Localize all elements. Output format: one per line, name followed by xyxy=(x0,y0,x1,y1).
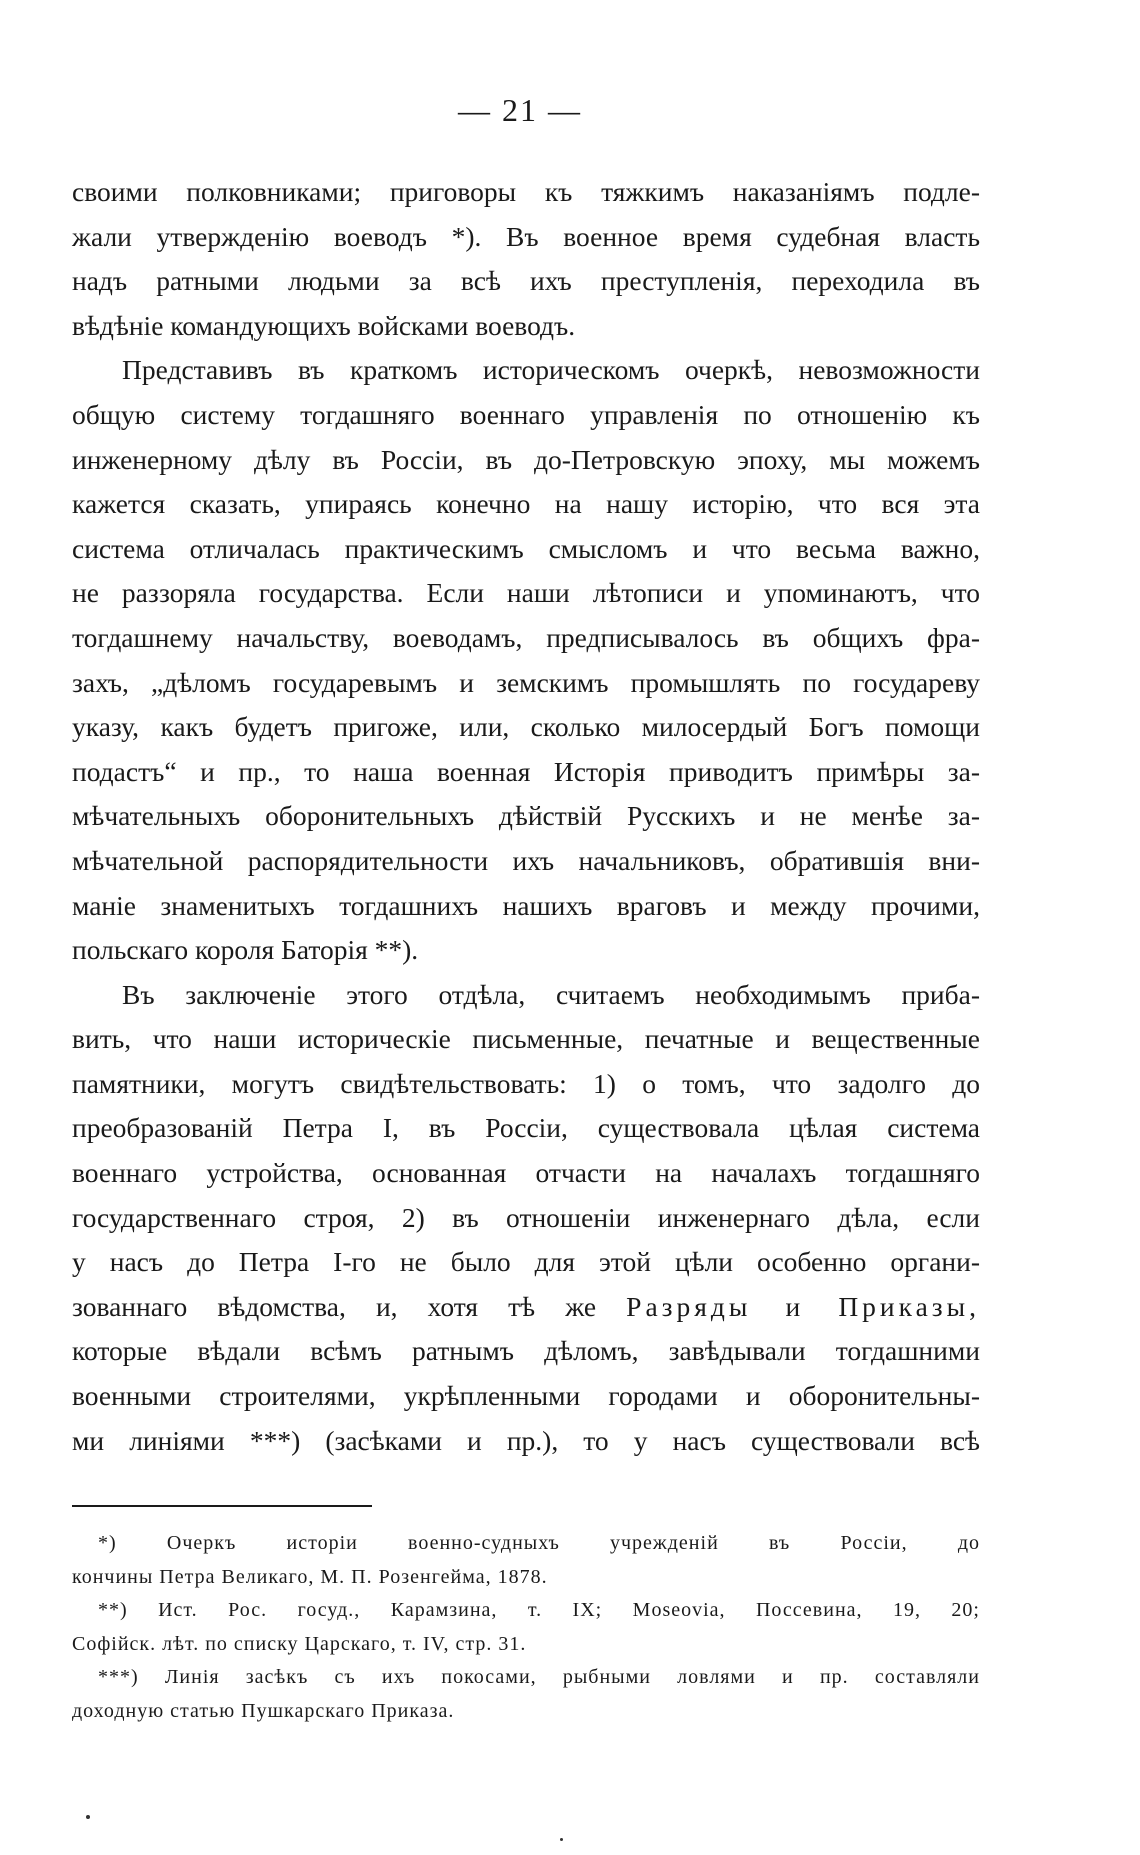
text-line: инженерному дѣлу въ Россіи, въ до-Петровскую эпоху, мы можемъ xyxy=(72,443,980,475)
text-line: у насъ до Петра I-го не было для этой цѣли особенно органи- xyxy=(72,1246,980,1278)
footnote-line: Софійск. лѣт. по списку Царскаго, т. IV, стр. 31. xyxy=(72,1632,527,1655)
text-line: военными строителями, укрѣпленными городами и оборонительны- xyxy=(72,1380,980,1412)
text-fragment: зованнаго вѣдомства, и, хотя тѣ же xyxy=(72,1290,597,1322)
text-line: маніе знаменитыхъ тогдашнихъ нашихъ враговъ и между прочими, xyxy=(72,889,980,921)
text-line: тогдашнему начальству, воеводамъ, предписывалось въ общихъ фра- xyxy=(72,621,980,653)
body-text xyxy=(72,170,980,1463)
text-line: подастъ“ и пр., то наша военная Исторія приводитъ примѣры за- xyxy=(72,755,980,787)
footnote-line: **) Ист. Рос. госуд., Карамзина, т. IX; Moseovia, Поссевина, 19, 20; xyxy=(98,1599,980,1621)
text-line: Представивъ въ краткомъ историческомъ очеркѣ, невозможности xyxy=(122,354,980,386)
footnote-line: *) Очеркъ исторіи военно-судныхъ учрежденій въ Россіи, до xyxy=(98,1532,980,1554)
text-line: памятники, могутъ свидѣтельствовать: 1) о томъ, что задолго до xyxy=(72,1067,980,1099)
text-line: указу, какъ будетъ пригоже, или, сколько милосердый Богъ помощи xyxy=(72,711,980,743)
spaced-emphasis: Разряды и Приказы, xyxy=(626,1290,981,1322)
text-line: своими полковниками; приговоры къ тяжкимъ наказаніямъ подле- xyxy=(72,176,980,207)
text-line: преобразованій Петра I, въ Россіи, существовала цѣлая система xyxy=(72,1112,980,1144)
footnotes xyxy=(72,1527,980,1728)
text-line-mixed xyxy=(72,1285,980,1330)
text-line: Въ заключеніе этого отдѣла, считаемъ необходимымъ приба- xyxy=(122,978,980,1010)
print-speck xyxy=(86,1815,90,1819)
text-line: вѣдѣніе командующихъ войсками воеводъ. xyxy=(72,309,576,341)
footnote-rule xyxy=(72,1505,372,1507)
footnote-line: ***) Линія засѣкъ съ ихъ покосами, рыбными ловлями и пр. составляли xyxy=(98,1666,980,1688)
text-line: жали утвержденію воеводъ *). Въ военное время судебная власть xyxy=(72,220,980,252)
text-line: мѣчательной распорядительности ихъ начальниковъ, обратившія вни- xyxy=(72,844,980,876)
text-line: кажется сказать, упираясь конечно на нашу исторію, что вся эта xyxy=(72,488,980,520)
text-line: мѣчательныхъ оборонительныхъ дѣйствій Русскихъ и не менѣе за- xyxy=(72,800,980,832)
text-line: которые вѣдали всѣмъ ратнымъ дѣломъ, завѣдывали тогдашними xyxy=(72,1335,980,1367)
text-line: государственнаго строя, 2) въ отношеніи инженернаго дѣла, если xyxy=(72,1201,980,1233)
text-line: общую систему тогдашняго военнаго управленія по отношенію къ xyxy=(72,398,980,430)
text-line: захъ, „дѣломъ государевымъ и земскимъ промышлять по государеву xyxy=(72,666,980,698)
footnote-line: доходную статью Пушкарскаго Приказа. xyxy=(72,1699,455,1722)
text-line: ми линіями ***) (засѣками и пр.), то у насъ существовали всѣ xyxy=(72,1424,980,1456)
text-line: надъ ратными людьми за всѣ ихъ преступленія, переходила въ xyxy=(72,265,980,297)
text-line: польскаго короля Баторія **). xyxy=(72,934,419,966)
text-line: не раззоряла государства. Если наши лѣтописи и упоминаютъ, что xyxy=(72,577,980,609)
text-line: система отличалась практическимъ смысломъ и что весьма важно, xyxy=(72,532,980,564)
footnote-line: кончины Петра Великаго, М. П. Розенгейма, 1878. xyxy=(72,1565,548,1588)
text-line: вить, что наши историческіе письменные, печатные и вещественные xyxy=(72,1023,980,1055)
print-speck xyxy=(560,1838,563,1841)
page-number: — 21 — xyxy=(458,92,582,128)
paragraph-2 xyxy=(72,348,980,972)
paragraph-3 xyxy=(72,973,980,1464)
text-line: военнаго устройства, основанная отчасти на началахъ тогдашняго xyxy=(72,1157,980,1189)
paragraph-1 xyxy=(72,170,980,348)
